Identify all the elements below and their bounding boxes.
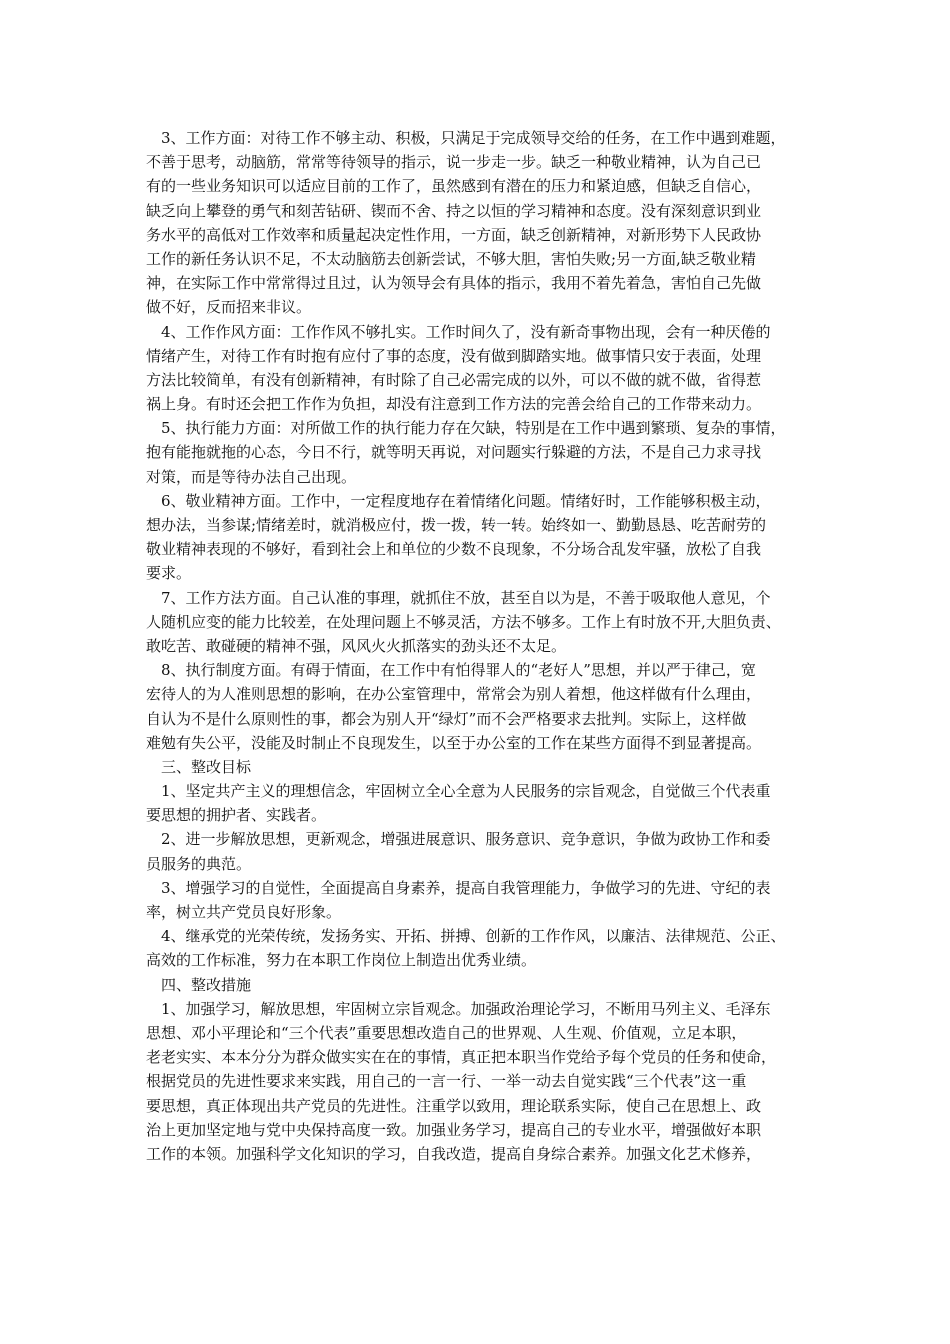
text-line: 2、进一步解放思想，更新观念，增强进展意识、服务意识、竞争意识，争做为政协工作和委 (161, 830, 771, 849)
text-line: 率，树立共产党员良好形象。 (146, 903, 342, 921)
text-line: 1、坚定共产主义的理想信念，牢固树立全心全意为人民服务的宗旨观念，自觉做三个代表重 (161, 782, 771, 801)
text-line: 务水平的高低对工作效率和质量起决定性作用，一方面，缺乏创新精神，对新形势下人民政协 (146, 225, 762, 244)
paragraph-p6 (146, 489, 816, 586)
text-line: 宏待人的为人准则思想的影响，在办公室管理中，常常会为别人着想，他这样做有什么理由， (146, 685, 762, 704)
text-line: 4、工作作风方面：工作作风不够扎实。工作时间久了，没有新奇事物出现，会有一种厌倦的 (161, 322, 771, 341)
text-line: 3、增强学习的自觉性，全面提高自身素养，提高自我管理能力，争做学习的先进、守纪的表 (161, 878, 771, 897)
text-line: 高效的工作标准，努力在本职工作岗位上制造出优秀业绩。 (146, 951, 537, 970)
text-line: 3、工作方面：对待工作不够主动、积极，只满足于完成领导交给的任务，在工作中遇到难题， (161, 129, 786, 147)
paragraph-m1 (146, 997, 816, 1166)
text-line: 8、执行制度方面。有碍于情面，在工作中有怕得罪人的“老好人”思想，并以严于律己，宽 (161, 661, 756, 680)
text-line: 抱有能拖就拖的心态，今日不行，就等明天再说，对问题实行躲避的方法，不是自己力求寻找 (146, 443, 762, 462)
text-line: 员服务的典范。 (146, 854, 252, 873)
text-line: 难勉有失公平，没能及时制止不良现发生，以至于办公室的工作在某些方面得不到显著提高。 (146, 733, 762, 752)
document-body (146, 126, 816, 1166)
text-line: 要求。 (146, 564, 192, 583)
text-line: 治上更加坚定地与党中央保持高度一致。加强业务学习，提高自己的专业水平，增强做好本职 (146, 1120, 762, 1139)
text-line: 人随机应变的能力比较差，在处理问题上不够灵活，方法不够多。工作上有时放不开,大胆负责、 (146, 612, 781, 631)
paragraph-p8 (146, 658, 816, 755)
text-line: 做不好，反而招来非议。 (146, 298, 312, 317)
text-line: 有的一些业务知识可以适应目前的工作了，虽然感到有潜在的压力和紧迫感，但缺乏自信心， (146, 177, 762, 196)
text-line: 四、整改措施 (161, 975, 252, 994)
paragraph-p7 (146, 586, 816, 659)
text-line: 工作的本领。加强科学文化知识的学习，自我改造，提高自身综合素养。加强文化艺术修养， (146, 1144, 762, 1163)
text-line: 自认为不是什么原则性的事，都会为别人开“绿灯”而不会严格要求去批判。实际上，这样做 (146, 709, 747, 728)
text-line: 6、敬业精神方面。工作中，一定程度地存在着情绪化问题。情绪好时，工作能够积极主动， (161, 491, 771, 510)
text-line: 要思想的拥护者、实践者。 (146, 806, 327, 825)
text-line: 要思想，真正体现出共产党员的先进性。注重学以致用，理论联系实际，使自己在思想上、政 (146, 1096, 762, 1115)
paragraph-p4 (146, 320, 816, 417)
text-line: 三、整改目标 (161, 757, 252, 776)
text-line: 4、继承党的光荣传统，发扬务实、开拓、拼搏、创新的工作作风，以廉洁、法律规范、公正、 (161, 927, 786, 946)
paragraph-h4 (146, 973, 816, 997)
text-line: 情绪产生，对待工作有时抱有应付了事的态度，没有做到脚踏实地。做事情只安于表面，处理 (146, 346, 762, 365)
text-line: 7、工作方法方面。自己认准的事理，就抓住不放，甚至自以为是，不善于吸取他人意见，个 (161, 588, 771, 607)
text-line: 思想、邓小平理论和“三个代表”重要思想改造自己的世界观、人生观、价值观，立足本职， (146, 1023, 747, 1042)
text-line: 不善于思考，动脑筋，常常等待领导的指示，说一步走一步。缺乏一种敬业精神，认为自己已 (146, 153, 762, 172)
text-line: 根据党员的先进性要求来实践，用自己的一言一行、一举一动去自觉实践“三个代表”这一重 (146, 1072, 747, 1091)
text-line: 方法比较简单，有没有创新精神，有时除了自己必需完成的以外，可以不做的就不做，省得惹 (146, 370, 762, 389)
text-line: 1、加强学习，解放思想，牢固树立宗旨观念。加强政治理论学习，不断用马列主义、毛泽东 (161, 999, 771, 1018)
text-line: 敬业精神表现的不够好，看到社会上和单位的少数不良现象，不分场合乱发牢骚，放松了自我 (146, 540, 762, 559)
paragraph-g3 (146, 876, 816, 924)
text-line: 敢吃苦、敢碰硬的精神不强，风风火火抓落实的劲头还不太足。 (146, 636, 567, 655)
paragraph-g1 (146, 779, 816, 827)
paragraph-g4 (146, 924, 816, 972)
text-line: 神，在实际工作中常常得过且过，认为领导会有具体的指示，我用不着先着急，害怕自己先做 (146, 274, 762, 293)
paragraph-p3 (146, 126, 816, 320)
text-line: 5、执行能力方面：对所做工作的执行能力存在欠缺，特别是在工作中遇到繁琐、复杂的事情， (161, 419, 786, 438)
text-line: 缺乏向上攀登的勇气和刻苦钻研、锲而不舍、持之以恒的学习精神和态度。没有深刻意识到业 (146, 201, 762, 220)
text-line: 对策，而是等待办法自己出现。 (146, 467, 357, 486)
paragraph-h3 (146, 755, 816, 779)
text-line: 老老实实、本本分分为群众做实实在在的事情，真正把本职当作党给予每个党员的任务和使命， (146, 1048, 777, 1067)
paragraph-g2 (146, 827, 816, 875)
paragraph-p5 (146, 416, 816, 489)
text-line: 想办法，当参谋;情绪差时，就消极应付，拨一拨，转一转。始终如一、勤勤恳恳、吃苦耐劳的 (146, 516, 767, 534)
text-line: 祸上身。有时还会把工作作为负担，却没有注意到工作方法的完善会给自己的工作带来动力。 (146, 395, 762, 414)
text-line: 工作的新任务认识不足，不太动脑筋去创新尝试，不够大胆，害怕失败;另一方面,缺乏敬业精 (146, 249, 756, 268)
